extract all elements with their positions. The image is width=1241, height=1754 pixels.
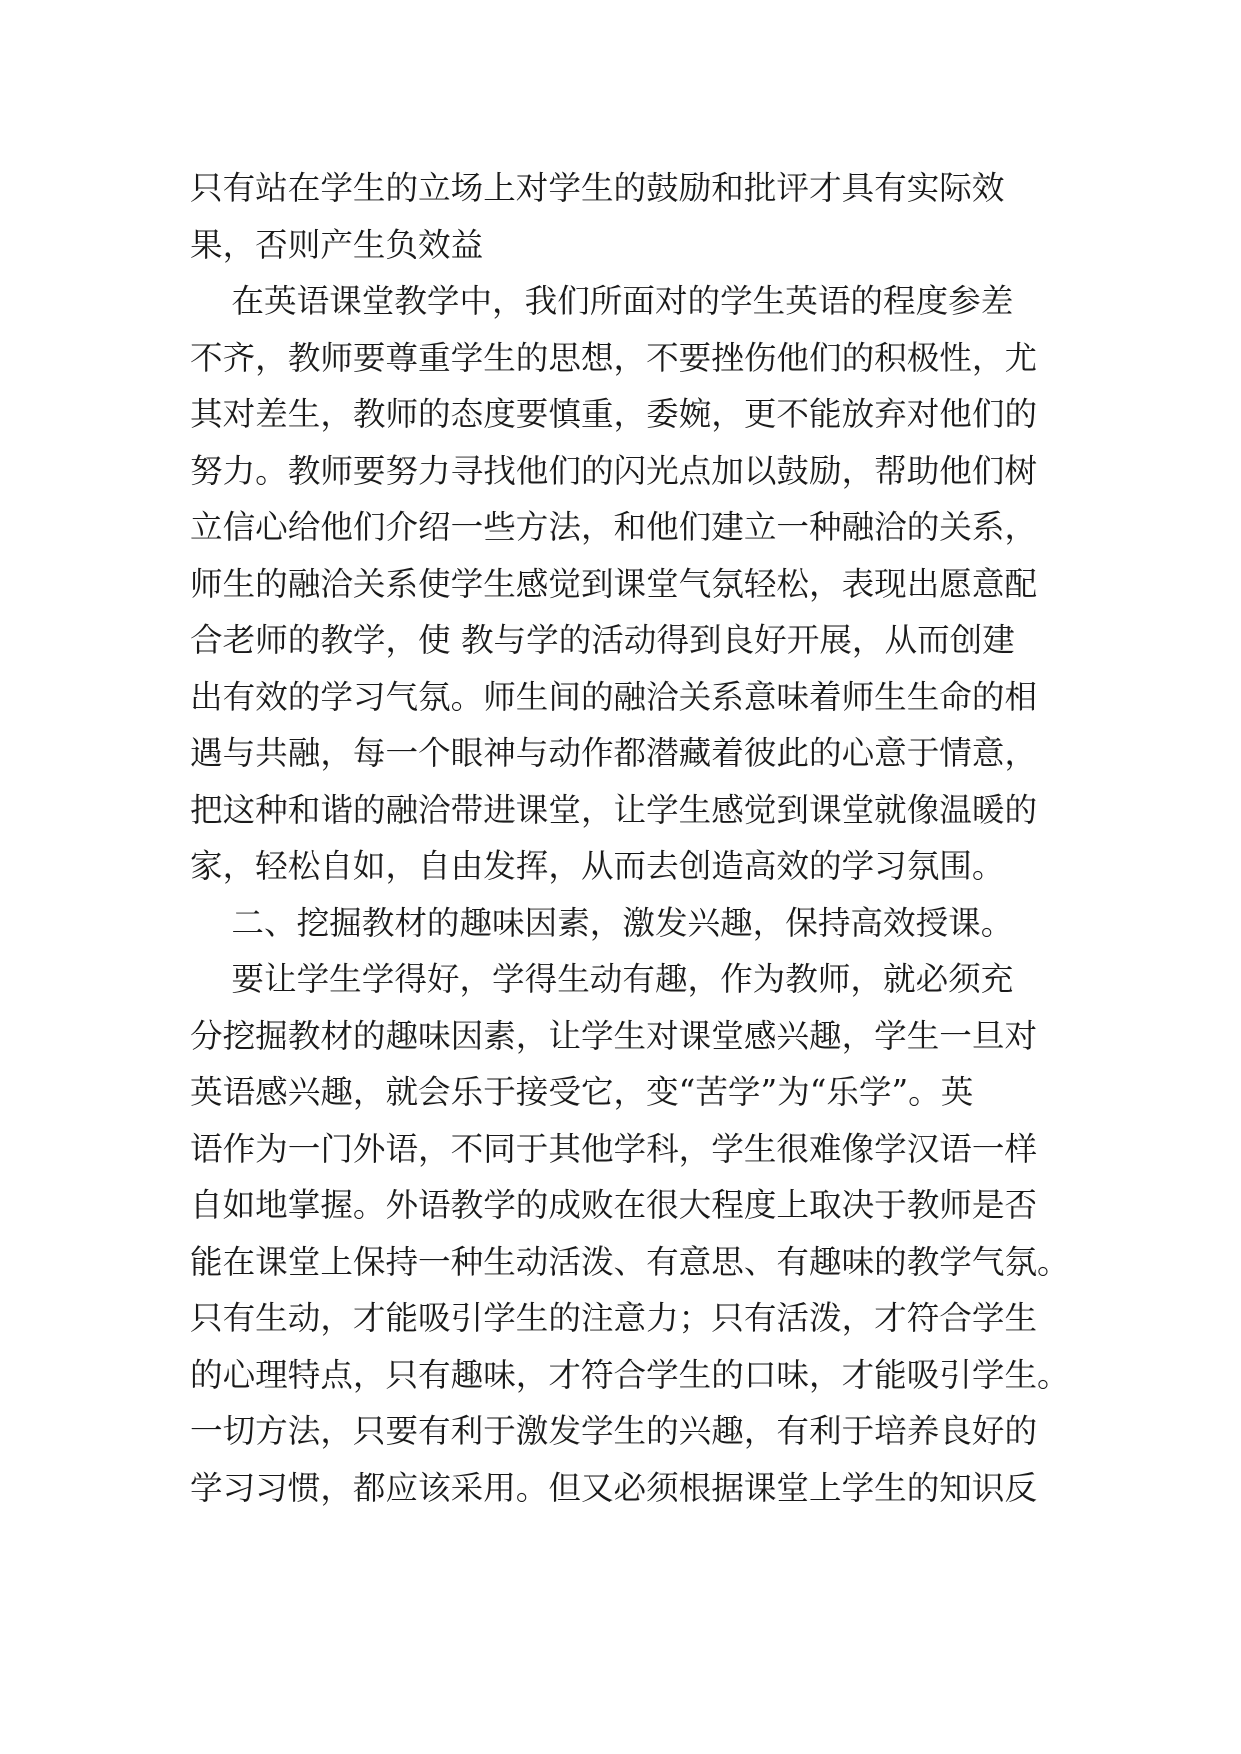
text-line: 努力。教师要努力寻找他们的闪光点加以鼓励，帮助他们树 (190, 451, 1038, 490)
text-line: 语作为一门外语，不同于其他学科，学生很难像学汉语一样 (190, 1129, 1038, 1168)
text-line: 果，否则产生负效益 (190, 225, 484, 264)
text-line: 分挖掘教材的趣味因素，让学生对课堂感兴趣，学生一旦对 (190, 1016, 1038, 1055)
text-line: 在英语课堂教学中，我们所面对的学生英语的程度参差 (190, 282, 1014, 320)
text-line: 家，轻松自如，自由发挥，从而去创造高效的学习氛围。 (190, 847, 1005, 885)
text-line: 一切方法，只要有利于激发学生的兴趣，有利于培养良好的 (190, 1412, 1038, 1450)
text-line: 立信心给他们介绍一些方法，和他们建立一种融洽的关系， (190, 508, 1038, 546)
text-line: 合老师的教学，使 教与学的活动得到良好开展，从而创建 (190, 621, 1015, 659)
text-line: 的心理特点，只有趣味，才符合学生的口味，才能吸引学生。 (190, 1355, 1070, 1394)
text-line: 只有生动，才能吸引学生的注意力；只有活泼，才符合学生 (190, 1299, 1038, 1337)
text-line: 只有站在学生的立场上对学生的鼓励和批评才具有实际效 (190, 169, 1005, 207)
text-line: 其对差生，教师的态度要慎重，委婉，更不能放弃对他们的 (190, 395, 1038, 433)
text-line: 师生的融洽关系使学生感觉到课堂气氛轻松，表现出愿意配 (190, 564, 1038, 603)
text-line: 自如地掌握。外语教学的成败在很大程度上取决于教师是否 (190, 1186, 1038, 1224)
text-line: 能在课堂上保持一种生动活泼、有意思、有趣味的教学气氛。 (190, 1242, 1070, 1281)
text-line: 把这种和谐的融洽带进课堂，让学生感觉到课堂就像温暖的 (190, 790, 1038, 829)
body-text (190, 160, 1070, 1516)
text-line: 不齐，教师要尊重学生的思想，不要挫伤他们的积极性，尤 (190, 338, 1038, 377)
section-heading: 二、挖掘教材的趣味因素，激发兴趣，保持高效授课。 (190, 903, 1014, 942)
text-line: 出有效的学习气氛。师生间的融洽关系意味着师生生命的相 (190, 677, 1038, 716)
text-line: 学习习惯，都应该采用。但又必须根据课堂上学生的知识反 (190, 1468, 1038, 1507)
text-line: 英语感兴趣，就会乐于接受它，变“苦学”为“乐学”。英 (190, 1073, 974, 1111)
text-line: 要让学生学得好，学得生动有趣，作为教师，就必须充 (190, 960, 1014, 998)
text-line: 遇与共融，每一个眼神与动作都潜藏着彼此的心意于情意， (190, 734, 1038, 772)
